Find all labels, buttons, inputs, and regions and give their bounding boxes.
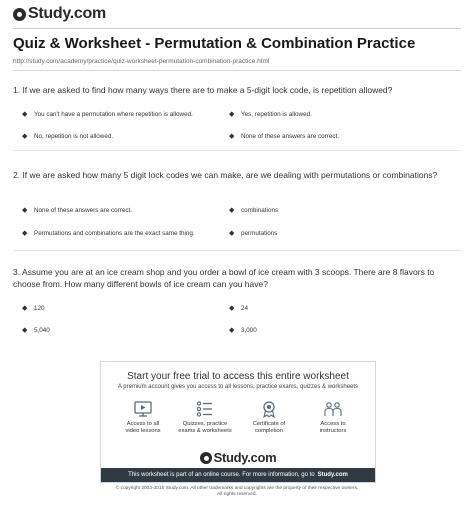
- q3-option-a[interactable]: ◆ 120: [22, 304, 45, 312]
- q1-option-c[interactable]: ◆ No, repetition is not allowed.: [22, 132, 114, 140]
- q2-option-a[interactable]: ◆ None of these answers are correct.: [22, 206, 132, 214]
- header-divider: [13, 28, 461, 29]
- q1-option-d[interactable]: ◆ None of these answers are correct.: [229, 132, 339, 140]
- video-lesson-icon: [133, 400, 153, 418]
- course-info-bar: [101, 468, 375, 482]
- bullet-icon: ◆: [22, 207, 28, 214]
- quiz-list-icon: [195, 400, 215, 418]
- logo-text: Study.com: [213, 450, 277, 465]
- bullet-icon: ◆: [229, 305, 235, 312]
- question-1: 1. If we are asked to find how many ways there are to make a 5-digit lock code, is repetition allowed?: [13, 85, 393, 95]
- free-trial-panel: [100, 361, 376, 483]
- q1-option-b[interactable]: ◆ Yes, repetition is allowed.: [229, 110, 312, 118]
- copyright-line: © copyright 2003-2015 Study.com. All other trademarks and copyrights are the property of their respective owners.: [115, 486, 359, 491]
- url-divider: [13, 70, 461, 71]
- feature-certificate[interactable]: Certificate of completion: [239, 400, 299, 435]
- q3-option-c[interactable]: ◆ 5,040: [22, 326, 50, 334]
- bullet-icon: ◆: [229, 133, 235, 140]
- q3-option-b[interactable]: ◆ 24: [229, 304, 249, 312]
- study-logo[interactable]: [13, 5, 106, 23]
- cta-title[interactable]: Start your free trial to access this entire worksheet: [127, 371, 349, 382]
- q2-option-b[interactable]: ◆ combinations: [229, 206, 279, 214]
- q2-option-c[interactable]: ◆ Permutations and combinations are the exact same thing.: [22, 229, 195, 237]
- bullet-icon: ◆: [229, 207, 235, 214]
- logo-text: Study.com: [28, 5, 106, 22]
- bullet-icon: ◆: [22, 133, 28, 140]
- page-title: Quiz & Worksheet - Permutation & Combination Practice: [13, 35, 416, 52]
- q3-option-d[interactable]: ◆ 3,000: [229, 326, 257, 334]
- study-link[interactable]: Study.com: [317, 472, 348, 478]
- rights-line: All rights reserved.: [217, 492, 257, 497]
- bullet-icon: ◆: [22, 230, 28, 237]
- copyright-footer: [0, 486, 474, 498]
- q2-option-d[interactable]: ◆ permutations: [229, 229, 278, 237]
- logo-icon: [200, 452, 212, 464]
- bullet-icon: ◆: [229, 111, 235, 118]
- divider: [13, 150, 461, 151]
- bullet-icon: ◆: [229, 327, 235, 334]
- logo-icon: [13, 8, 26, 21]
- bullet-icon: ◆: [22, 111, 28, 118]
- question-2: 2. If we are asked how many 5 digit lock codes we can make, are we dealing with permutations or combinations?: [13, 170, 438, 180]
- question-3: 3. Assume you are at an ice cream shop and you order a bowl of ice cream with 3 scoops. There are 8 flavors to choose from. How many different bowls of ice cream can you have?: [13, 267, 435, 289]
- certificate-icon: [259, 400, 279, 418]
- instructors-icon: [323, 400, 343, 418]
- bullet-icon: ◆: [229, 230, 235, 237]
- feature-instructors[interactable]: Access to instructors: [303, 400, 363, 435]
- cta-subtitle: A premium account gives you access to all lessons, practice exams, quizzes & worksheets: [117, 384, 359, 390]
- bullet-icon: ◆: [22, 327, 28, 334]
- feature-quizzes[interactable]: Quizzes, practice exams & worksheets: [175, 400, 235, 435]
- cta-study-logo[interactable]: [101, 450, 375, 465]
- course-info-text: This worksheet is part of an online course. For more information, go to: [128, 472, 315, 478]
- feature-video-lessons[interactable]: Access to all video lessons: [113, 400, 173, 435]
- page-url[interactable]: http://study.com/academy/practice/quiz-worksheet-permutation-combination-practice.html: [13, 58, 270, 65]
- bullet-icon: ◆: [22, 305, 28, 312]
- q1-option-a[interactable]: ◆ You can't have a permutation where repetition is allowed.: [22, 110, 193, 118]
- divider: [13, 250, 461, 251]
